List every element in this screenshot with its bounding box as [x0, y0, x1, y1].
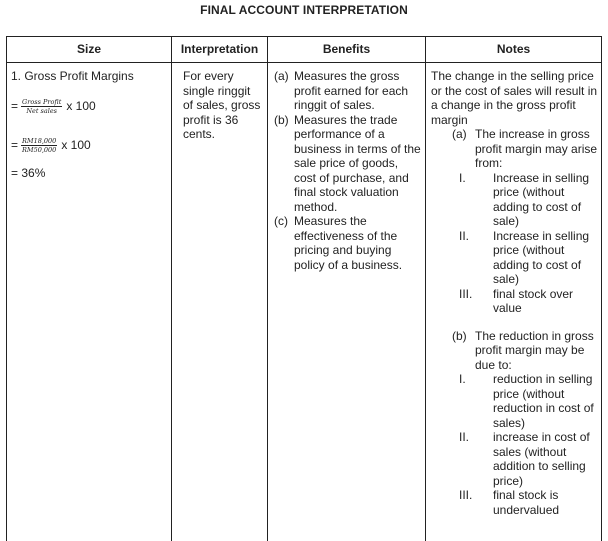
multiplier: x 100	[66, 98, 96, 113]
list-marker: II.	[459, 430, 470, 444]
list-item	[451, 229, 598, 287]
interpretation-text: For every single ringgit of sales, gross profit is 36 cents.	[183, 69, 261, 141]
list-item	[433, 329, 598, 373]
list-item	[451, 488, 598, 517]
sub-list	[461, 372, 598, 517]
size-header: Size	[7, 37, 171, 63]
list-item	[451, 430, 598, 488]
equals-sign: =	[11, 137, 19, 152]
list-text: reduction in selling price (without reduction in cost of sales)	[493, 372, 594, 430]
list-marker: (a)	[274, 69, 289, 83]
list-text: Increase in selling price (without adding to cost of sale)	[493, 228, 590, 286]
list-text: Measures the effectiveness of the pricing and buying policy of a business.	[294, 214, 403, 272]
equals-sign: =	[11, 98, 19, 113]
notes-column	[426, 37, 601, 541]
list-marker: (c)	[274, 214, 288, 228]
list-item	[251, 69, 421, 113]
list-text: final stock is undervalued	[493, 488, 560, 517]
list-text: Increase in selling price (without adding to cost of sale)	[493, 170, 590, 228]
interpretation-header: Interpretation	[172, 37, 267, 63]
list-item	[451, 171, 598, 229]
list-text: The increase in gross profit margin may arise from:	[475, 127, 598, 170]
list-marker: (a)	[452, 127, 467, 141]
ratio-heading: 1. Gross Profit Margins	[11, 69, 134, 83]
interpretation-table	[6, 36, 602, 541]
list-text: Measures the gross profit earned for each ringgit of sales.	[294, 69, 409, 112]
notes-cell	[426, 63, 601, 541]
sub-list	[461, 171, 598, 316]
calculation-fraction	[21, 137, 57, 154]
list-marker: (b)	[274, 112, 289, 127]
benefits-header: Benefits	[268, 37, 425, 63]
list-text: The reduction in gross profit margin may be due to:	[475, 328, 594, 372]
list-marker: III.	[459, 286, 473, 301]
notes-intro: The change in the selling price or the cost of sales will result in a change in the gross profit margin	[431, 69, 598, 127]
list-marker: III.	[459, 488, 473, 502]
list-item	[433, 127, 598, 171]
list-text: Measures the trade performance of a business in terms of the sale price of goods, cost of purchase, and final stock valuation method.	[294, 112, 421, 214]
list-text: increase in cost of sales (without addition to selling price)	[493, 430, 590, 488]
list-marker: (b)	[452, 328, 467, 343]
list-item	[451, 287, 598, 316]
list-item	[251, 113, 421, 215]
fraction-denominator: RM50,000	[22, 145, 57, 154]
fraction-numerator: RM18,000	[22, 136, 57, 145]
multiplier: x 100	[61, 137, 91, 152]
list-item	[451, 372, 598, 430]
ratio-formula	[11, 98, 167, 115]
benefits-column	[268, 37, 426, 541]
list-item	[251, 214, 421, 272]
list-marker: I.	[459, 372, 466, 386]
size-column	[7, 37, 172, 541]
notes-header: Notes	[426, 37, 601, 63]
benefits-cell	[268, 63, 425, 541]
ratio-calculation	[11, 137, 167, 154]
list-marker: I.	[459, 170, 466, 185]
size-cell	[7, 63, 171, 541]
fraction-denominator: Net sales	[26, 106, 57, 115]
ratio-result: = 36%	[11, 165, 46, 180]
page-title: FINAL ACCOUNT INTERPRETATION	[200, 3, 408, 17]
fraction-numerator: Gross Profit	[22, 97, 62, 106]
formula-fraction	[21, 98, 62, 115]
list-text: final stock over value	[493, 286, 574, 315]
list-marker: II.	[459, 228, 470, 243]
